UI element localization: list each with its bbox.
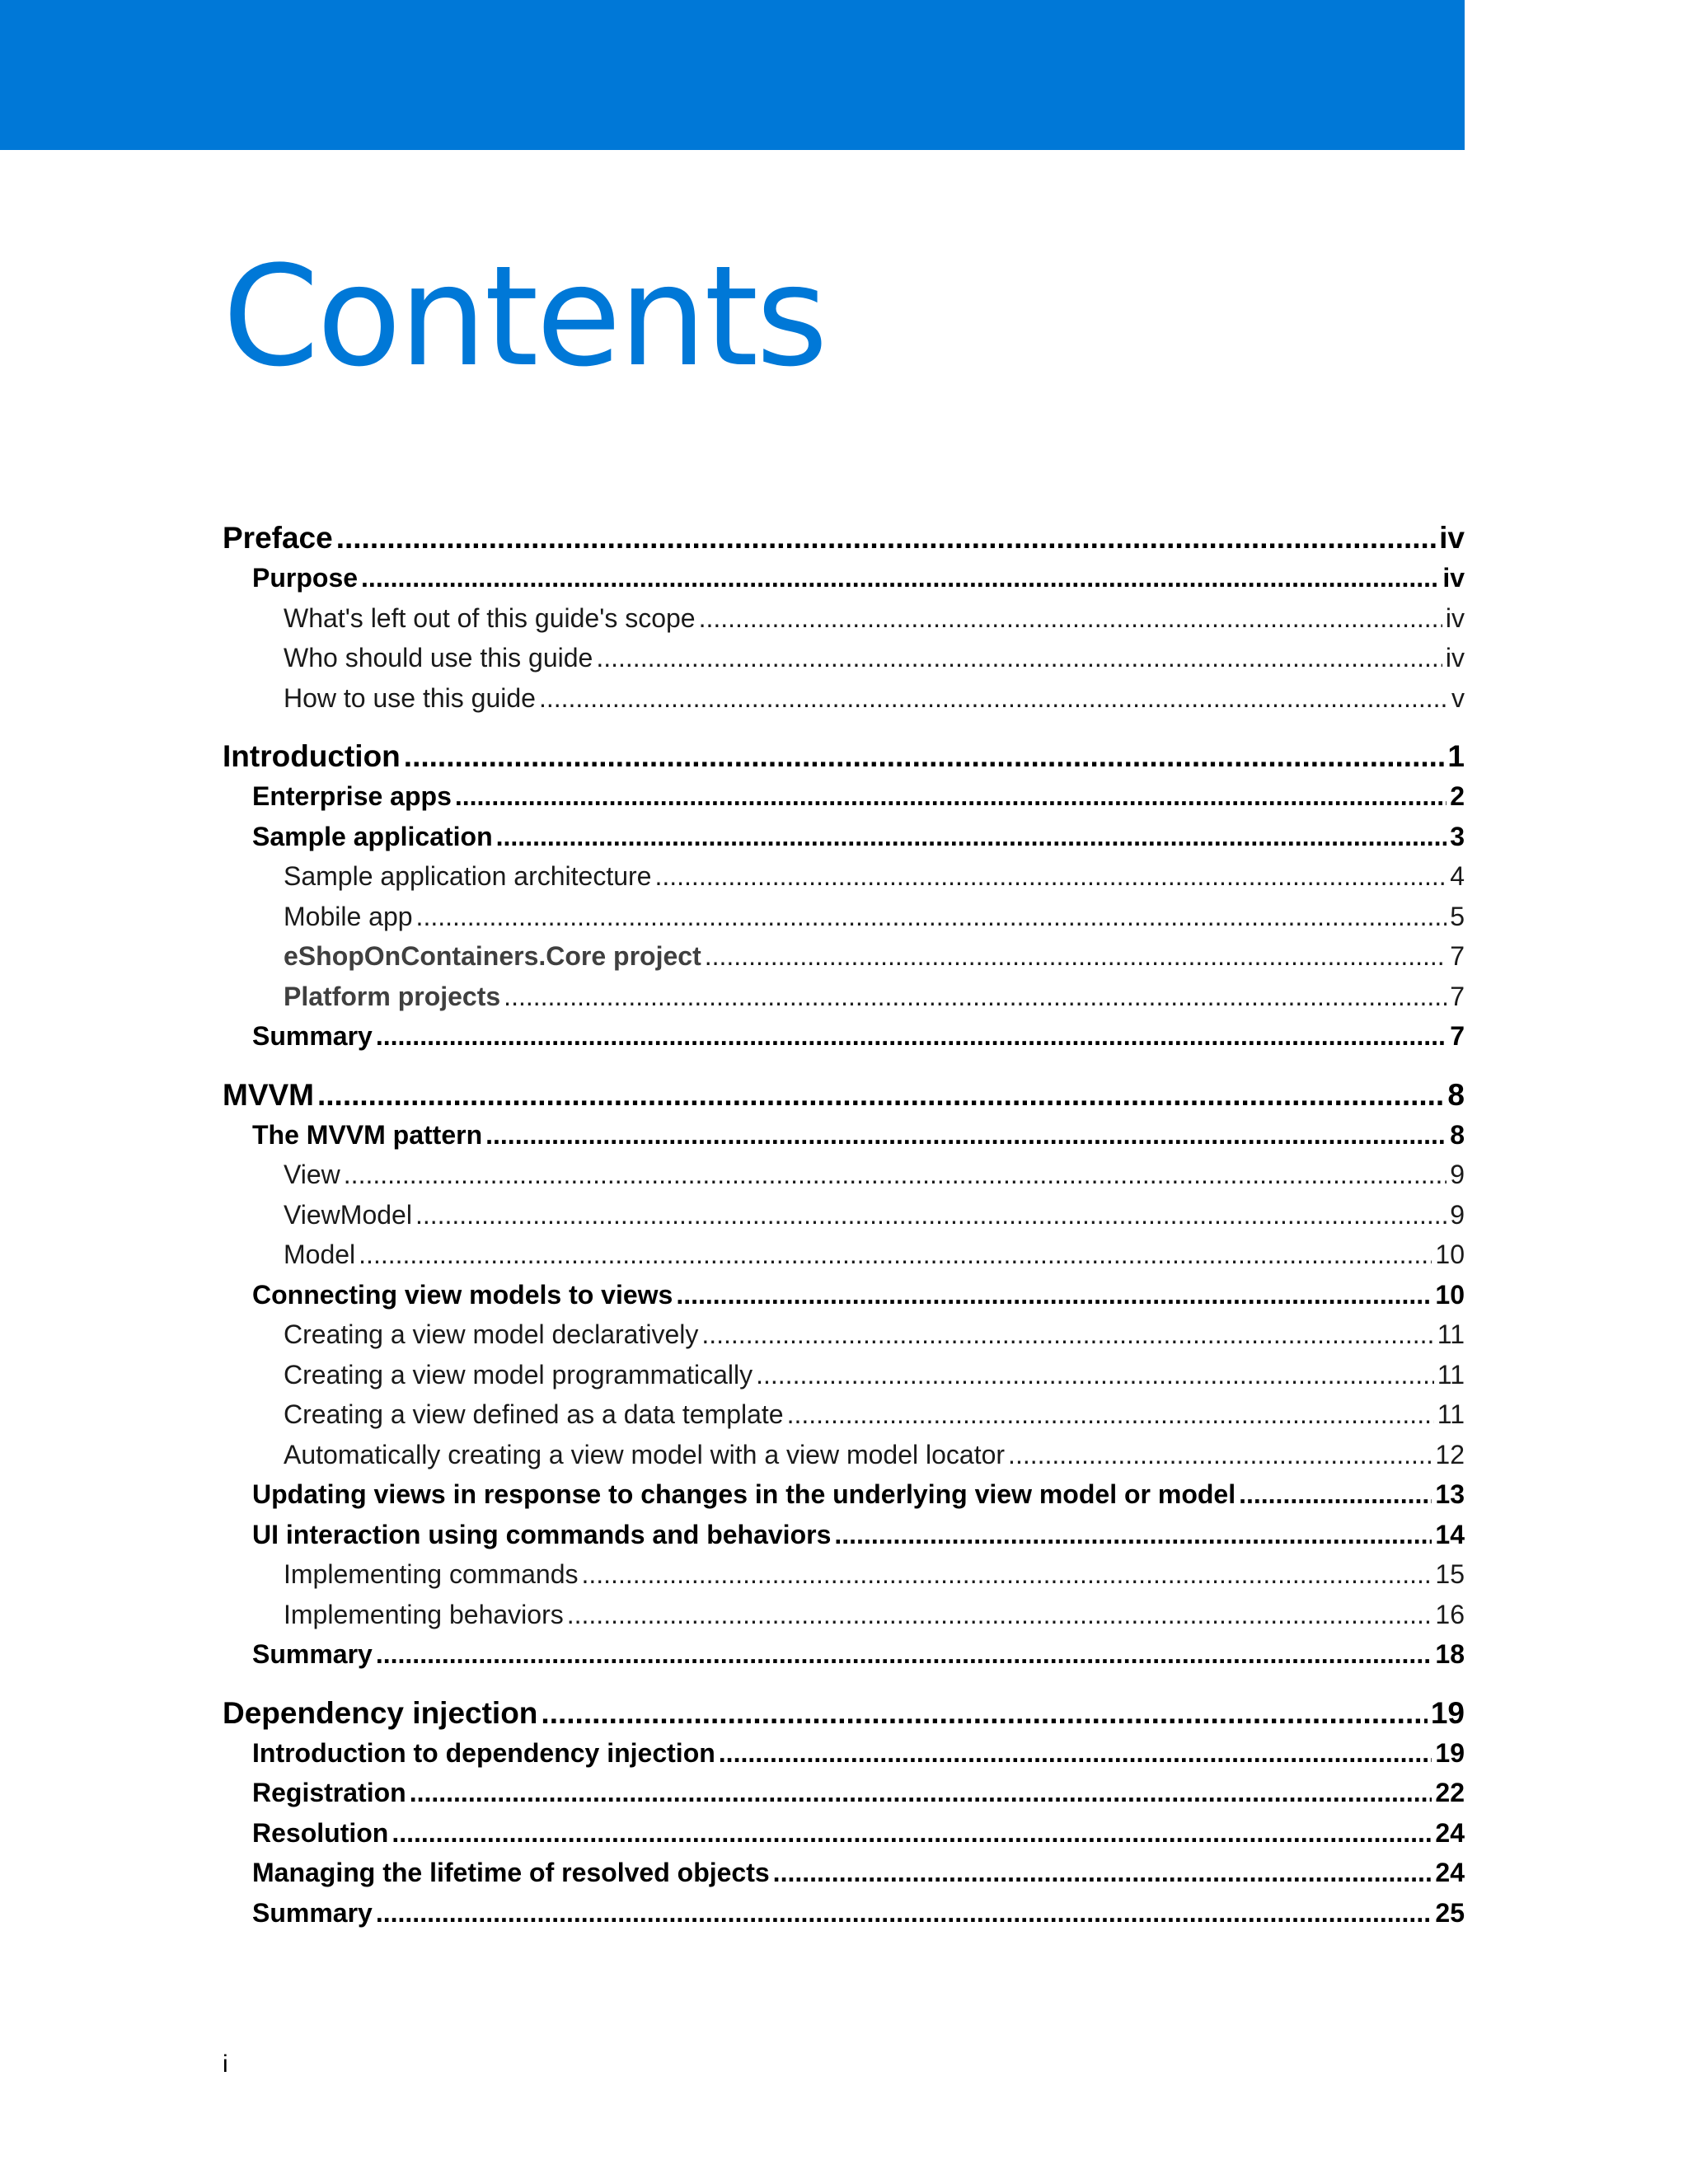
toc-entry-label: View xyxy=(284,1160,340,1189)
toc-entry-level-2[interactable] xyxy=(223,1893,1465,1933)
toc-entry-level-3[interactable] xyxy=(223,1155,1465,1195)
toc-entry-page-number: 11 xyxy=(1437,1359,1465,1390)
toc-entry-page-number: 2 xyxy=(1450,781,1465,811)
toc-dot-leader xyxy=(376,1016,1447,1057)
toc-entry-label: Creating a view model declaratively xyxy=(284,1319,699,1349)
toc-entry-level-3[interactable] xyxy=(223,638,1465,678)
toc-entry-level-3[interactable] xyxy=(223,1394,1465,1435)
toc-entry-page-number: 8 xyxy=(1447,1077,1465,1112)
toc-entry-page-number: 7 xyxy=(1450,1021,1465,1051)
toc-dot-leader xyxy=(1239,1474,1432,1515)
toc-entry-page-number: 8 xyxy=(1450,1119,1465,1150)
toc-entry-page-number: 16 xyxy=(1435,1599,1465,1629)
toc-entry-label: Model xyxy=(284,1240,356,1269)
page-number: i xyxy=(223,2050,228,2078)
toc-entry-page-number: 9 xyxy=(1450,1199,1465,1230)
toc-entry-page-number: 14 xyxy=(1435,1519,1465,1549)
toc-dot-leader xyxy=(581,1554,1432,1595)
toc-entry-level-2[interactable] xyxy=(223,1016,1465,1057)
toc-entry-label: ViewModel xyxy=(284,1199,412,1230)
toc-entry-page-number: 4 xyxy=(1450,861,1465,891)
toc-entry-level-3[interactable] xyxy=(223,1554,1465,1595)
toc-entry-page-number: iv xyxy=(1445,643,1465,673)
page-title: Contents xyxy=(223,236,826,397)
toc-dot-leader xyxy=(773,1853,1432,1893)
toc-entry-page-number: 10 xyxy=(1435,1279,1465,1310)
toc-entry-level-1[interactable] xyxy=(223,518,1465,558)
toc-entry-label: Resolution xyxy=(252,1817,389,1848)
toc-dot-leader xyxy=(541,1693,1427,1733)
toc-entry-level-3[interactable] xyxy=(223,598,1465,639)
toc-entry-level-3[interactable] xyxy=(223,936,1465,977)
toc-entry-page-number: 11 xyxy=(1437,1319,1465,1349)
toc-entry-level-2[interactable] xyxy=(223,1853,1465,1893)
toc-entry-level-3[interactable] xyxy=(223,1235,1465,1275)
toc-entry-level-3[interactable] xyxy=(223,1355,1465,1395)
toc-dot-leader xyxy=(676,1275,1432,1315)
toc-entry-level-2[interactable] xyxy=(223,1773,1465,1813)
toc-dot-leader xyxy=(834,1515,1432,1555)
toc-entry-label: Sample application xyxy=(252,821,493,851)
toc-entry-label: UI interaction using commands and behaviors xyxy=(252,1519,832,1549)
toc-dot-leader xyxy=(416,897,1447,937)
toc-entry-level-2[interactable] xyxy=(223,1115,1465,1155)
toc-entry-label: Mobile app xyxy=(284,901,413,931)
toc-entry-level-3[interactable] xyxy=(223,977,1465,1017)
toc-dot-leader xyxy=(699,598,1442,639)
toc-entry-level-1[interactable] xyxy=(223,736,1465,776)
toc-entry-page-number: 3 xyxy=(1450,821,1465,851)
toc-entry-label: Summary xyxy=(252,1897,373,1928)
toc-entry-level-2[interactable] xyxy=(223,1474,1465,1515)
toc-entry-page-number: 19 xyxy=(1435,1737,1465,1768)
toc-dot-leader xyxy=(455,776,1447,817)
toc-entry-page-number: 9 xyxy=(1450,1160,1465,1189)
toc-entry-page-number: 25 xyxy=(1435,1897,1465,1928)
toc-entry-label: Summary xyxy=(252,1639,373,1669)
toc-entry-page-number: iv xyxy=(1445,602,1465,633)
toc-entry-label: Registration xyxy=(252,1778,406,1807)
toc-entry-page-number: 11 xyxy=(1437,1399,1465,1429)
toc-entry-label: Implementing behaviors xyxy=(284,1599,564,1629)
toc-dot-leader xyxy=(787,1394,1434,1435)
toc-entry-page-number: 24 xyxy=(1435,1817,1465,1848)
toc-dot-leader xyxy=(1008,1435,1432,1475)
toc-entry-page-number: 19 xyxy=(1430,1695,1465,1730)
toc-entry-level-2[interactable] xyxy=(223,1733,1465,1774)
toc-entry-level-1[interactable] xyxy=(223,1075,1465,1115)
toc-entry-page-number: 12 xyxy=(1435,1439,1465,1469)
toc-entry-level-3[interactable] xyxy=(223,1195,1465,1235)
toc-entry-label: What's left out of this guide's scope xyxy=(284,602,696,633)
toc-entry-label: Creating a view defined as a data template xyxy=(284,1399,784,1429)
toc-entry-level-3[interactable] xyxy=(223,1315,1465,1355)
toc-dot-leader xyxy=(344,1155,1447,1195)
toc-entry-page-number: 10 xyxy=(1435,1240,1465,1269)
toc-entry-level-2[interactable] xyxy=(223,558,1465,598)
toc-entry-label: MVVM xyxy=(223,1077,314,1112)
toc-entry-label: Introduction xyxy=(223,739,401,773)
toc-entry-level-2[interactable] xyxy=(223,1515,1465,1555)
toc-entry-label: Platform projects xyxy=(284,981,501,1011)
toc-entry-label: Purpose xyxy=(252,563,359,593)
toc-entry-level-2[interactable] xyxy=(223,776,1465,817)
toc-dot-leader xyxy=(359,1235,1432,1275)
toc-entry-page-number: 18 xyxy=(1435,1639,1465,1669)
toc-entry-page-number: 13 xyxy=(1435,1479,1465,1509)
toc-entry-label: Implementing commands xyxy=(284,1559,579,1589)
toc-entry-level-3[interactable] xyxy=(223,856,1465,897)
toc-entry-page-number: 1 xyxy=(1447,739,1465,773)
toc-entry-page-number: 24 xyxy=(1435,1858,1465,1887)
toc-entry-label: Introduction to dependency injection xyxy=(252,1737,715,1768)
toc-entry-label: Summary xyxy=(252,1021,373,1051)
toc-entry-label: The MVVM pattern xyxy=(252,1119,483,1150)
toc-entry-page-number: 7 xyxy=(1450,941,1465,971)
toc-dot-leader xyxy=(701,1315,1433,1355)
toc-entry-label: Updating views in response to changes in the underlying view model or model xyxy=(252,1479,1236,1509)
toc-entry-level-3[interactable] xyxy=(223,897,1465,937)
table-of-contents xyxy=(223,518,1465,1933)
toc-entry-page-number: 7 xyxy=(1450,981,1465,1011)
toc-dot-leader xyxy=(719,1733,1432,1774)
toc-dot-leader xyxy=(496,817,1447,857)
toc-entry-level-3[interactable] xyxy=(223,1435,1465,1475)
toc-dot-leader xyxy=(376,1634,1432,1675)
toc-entry-label: Enterprise apps xyxy=(252,781,452,811)
toc-dot-leader xyxy=(415,1195,1447,1235)
toc-entry-label: Automatically creating a view model with a view model locator xyxy=(284,1439,1006,1469)
toc-dot-leader xyxy=(654,856,1447,897)
toc-entry-page-number: v xyxy=(1451,682,1465,713)
toc-entry-label: How to use this guide xyxy=(284,682,536,713)
toc-entry-level-3[interactable] xyxy=(223,1595,1465,1635)
toc-dot-leader xyxy=(336,518,1436,558)
toc-entry-label: eShopOnContainers.Core project xyxy=(284,941,701,971)
toc-dot-leader xyxy=(376,1893,1432,1933)
toc-dot-leader xyxy=(705,936,1447,977)
toc-dot-leader xyxy=(392,1813,1432,1854)
toc-entry-label: Sample application architecture xyxy=(284,861,652,891)
toc-entry-label: Connecting view models to views xyxy=(252,1279,673,1310)
toc-entry-label: Creating a view model programmatically xyxy=(284,1359,753,1390)
toc-dot-leader xyxy=(756,1355,1434,1395)
toc-entry-label: Managing the lifetime of resolved objects xyxy=(252,1858,770,1887)
toc-dot-leader xyxy=(404,736,1445,776)
toc-dot-leader xyxy=(539,678,1448,719)
toc-entry-label: Who should use this guide xyxy=(284,643,593,673)
toc-entry-page-number: iv xyxy=(1439,521,1465,555)
toc-dot-leader xyxy=(317,1075,1444,1115)
toc-entry-label: Dependency injection xyxy=(223,1695,538,1730)
toc-dot-leader xyxy=(410,1773,1432,1813)
toc-entry-level-2[interactable] xyxy=(223,1634,1465,1675)
toc-dot-leader xyxy=(361,558,1439,598)
toc-entry-page-number: 5 xyxy=(1450,901,1465,931)
toc-entry-level-2[interactable] xyxy=(223,1813,1465,1854)
toc-entry-page-number: iv xyxy=(1442,563,1465,593)
header-banner xyxy=(0,0,1465,150)
toc-entry-level-3[interactable] xyxy=(223,678,1465,719)
toc-dot-leader xyxy=(596,638,1442,678)
toc-entry-level-1[interactable] xyxy=(223,1693,1465,1733)
toc-entry-level-2[interactable] xyxy=(223,817,1465,857)
toc-dot-leader xyxy=(504,977,1447,1017)
toc-dot-leader xyxy=(567,1595,1432,1635)
toc-entry-page-number: 22 xyxy=(1435,1778,1465,1807)
toc-dot-leader xyxy=(485,1115,1447,1155)
toc-entry-page-number: 15 xyxy=(1435,1559,1465,1589)
toc-entry-level-2[interactable] xyxy=(223,1275,1465,1315)
toc-entry-label: Preface xyxy=(223,521,333,555)
